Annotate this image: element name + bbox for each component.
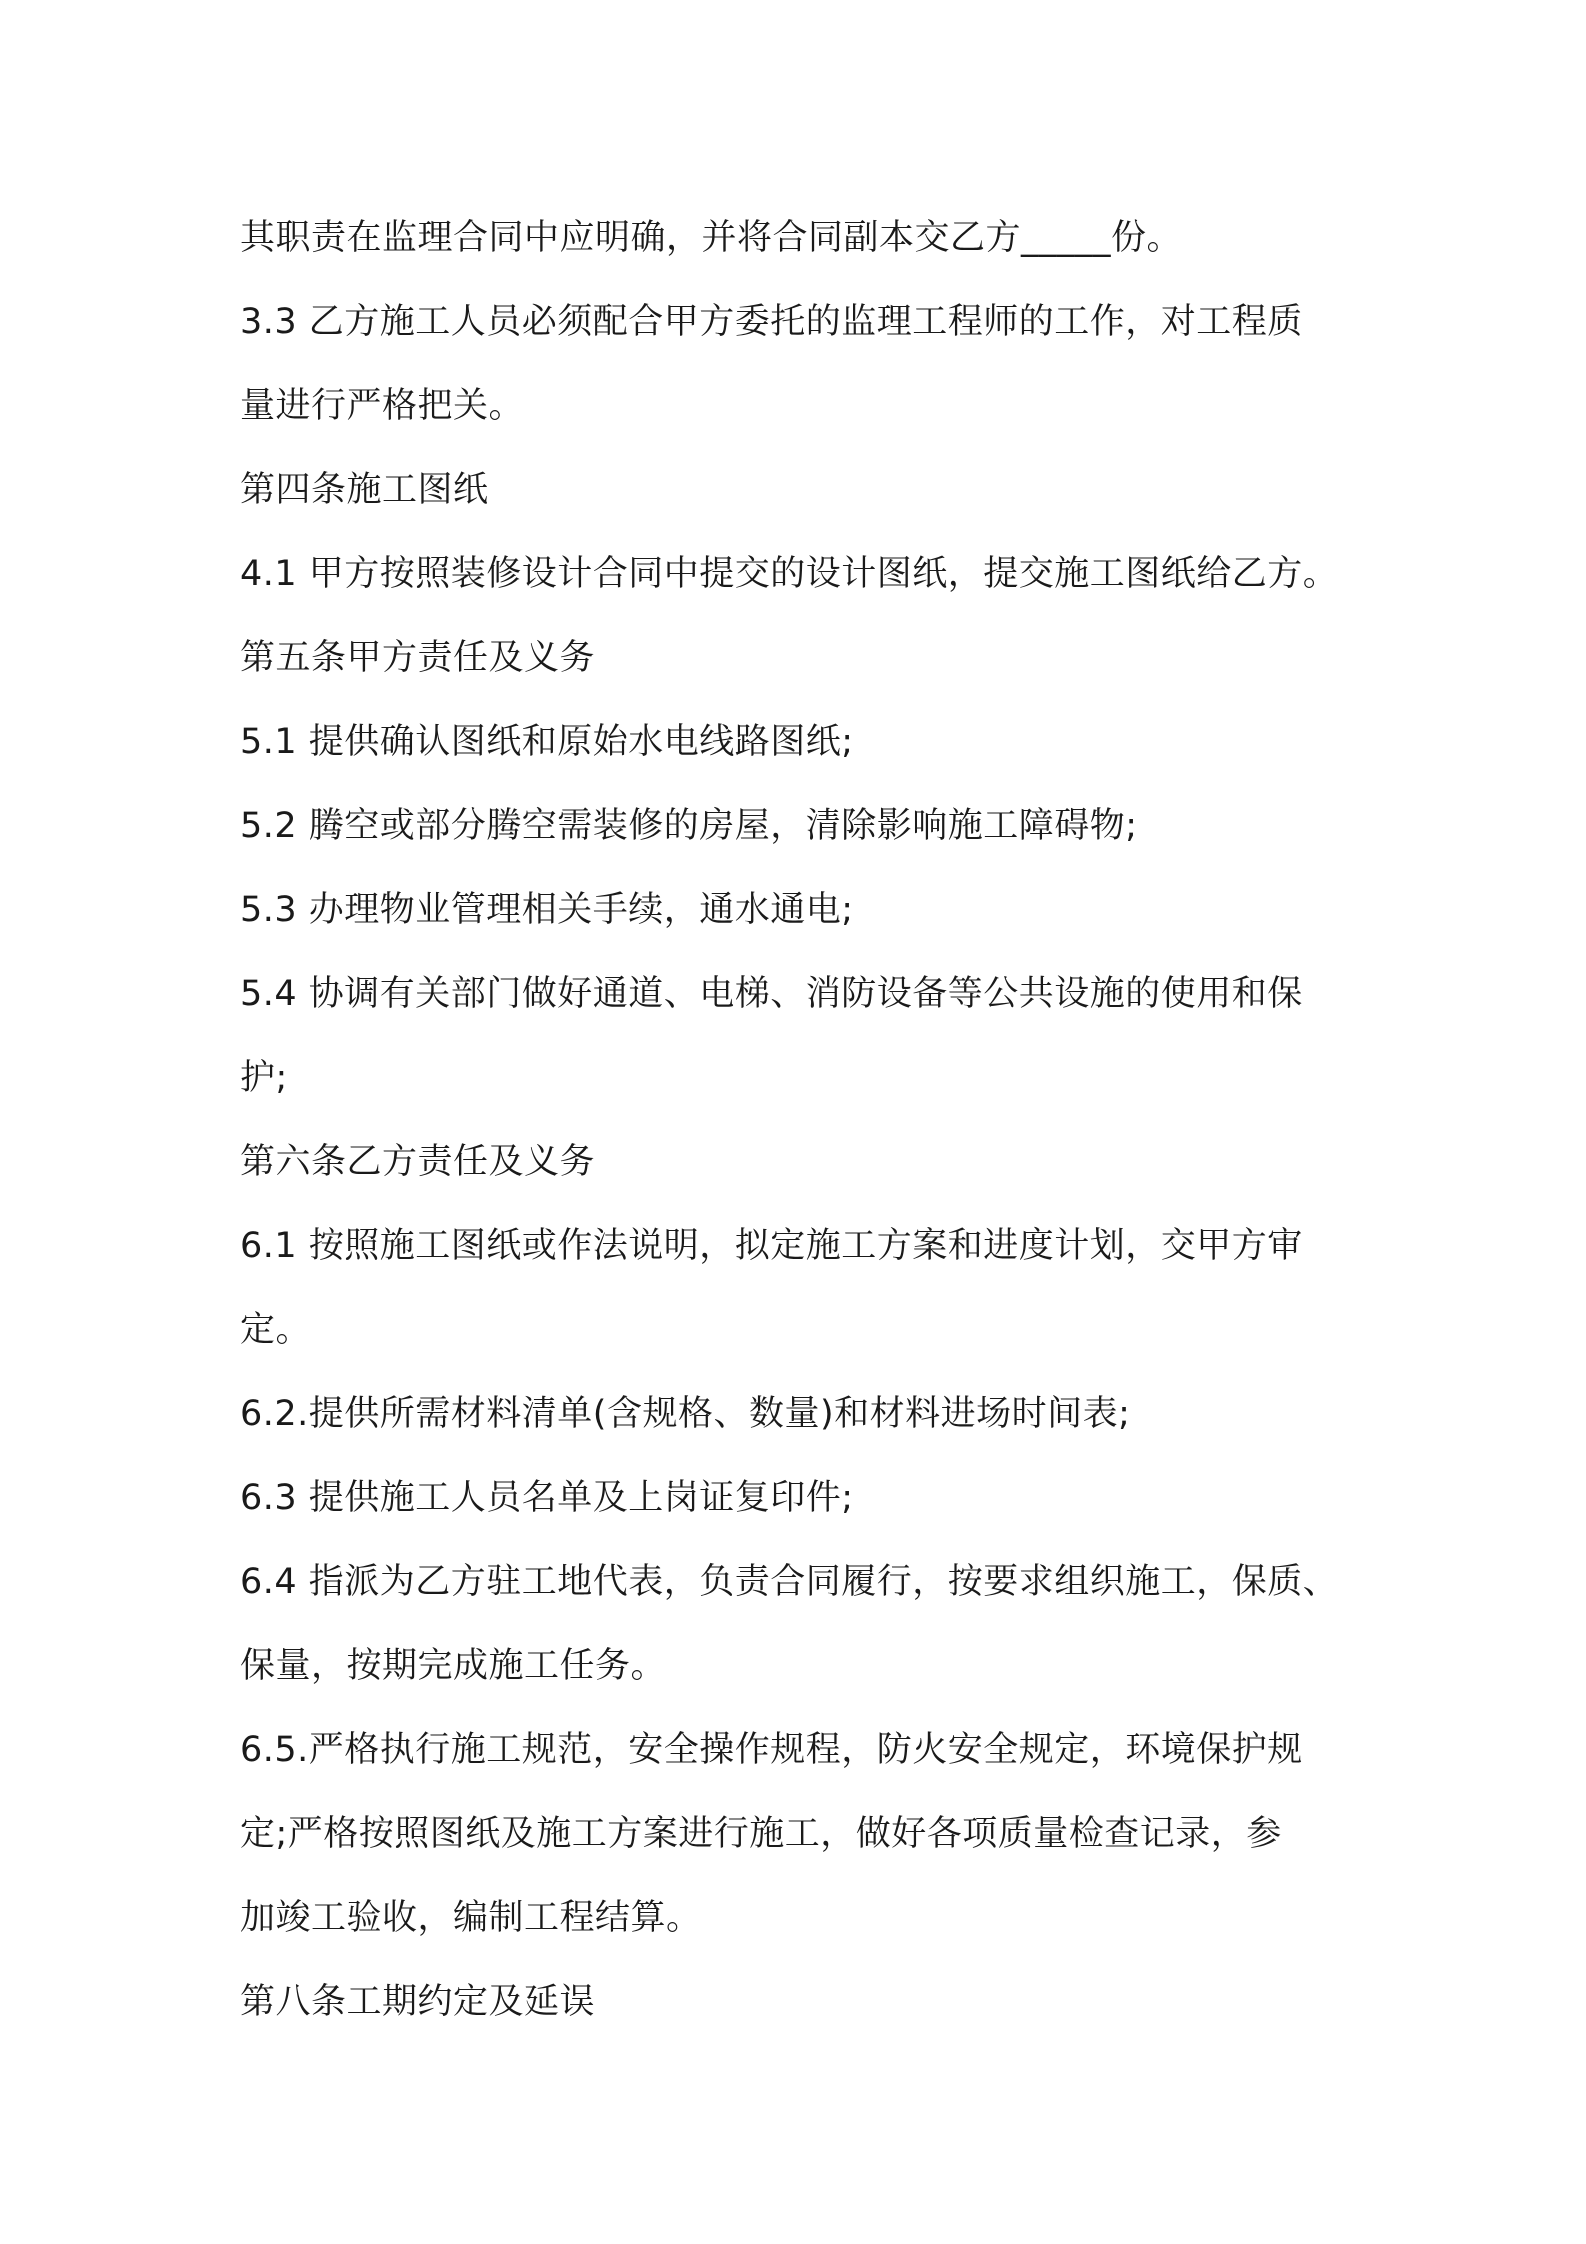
clause-6-3: 6.3 提供施工人员名单及上岗证复印件; (240, 1478, 854, 1518)
clause-5-1: 5.1 提供确认图纸和原始水电线路图纸; (240, 722, 854, 762)
document-body (240, 196, 1350, 2044)
article-8-heading: 第八条工期约定及延误 (240, 1982, 596, 2022)
clause-6-1-line-1: 6.1 按照施工图纸或作法说明，拟定施工方案和进度计划，交甲方审 (240, 1226, 1303, 1266)
article-6-heading: 第六条乙方责任及义务 (240, 1142, 596, 1182)
clause-5-2: 5.2 腾空或部分腾空需装修的房屋，清除影响施工障碍物; (240, 806, 1138, 846)
clause-6-5-line-1: 6.5.严格执行施工规范，安全操作规程，防火安全规定，环境保护规 (240, 1730, 1303, 1770)
clause-6-5-line-3: 加竣工验收，编制工程结算。 (240, 1898, 702, 1938)
clause-6-4-line-2: 保量，按期完成施工任务。 (240, 1646, 667, 1686)
clause-5-4-line-1: 5.4 协调有关部门做好通道、电梯、消防设备等公共设施的使用和保 (240, 974, 1303, 1014)
article-4-heading: 第四条施工图纸 (240, 470, 489, 510)
clause-6-5-line-2: 定;严格按照图纸及施工方案进行施工，做好各项质量检查记录，参 (240, 1814, 1282, 1854)
clause-6-4-line-1: 6.4 指派为乙方驻工地代表，负责合同履行，按要求组织施工，保质、 (240, 1562, 1339, 1602)
clause-5-4-line-2: 护; (240, 1058, 288, 1098)
clause-6-1-line-2: 定。 (240, 1310, 312, 1350)
clause-6-2: 6.2.提供所需材料清单(含规格、数量)和材料进场时间表; (240, 1394, 1131, 1434)
article-5-heading: 第五条甲方责任及义务 (240, 638, 596, 678)
clause-5-3: 5.3 办理物业管理相关手续，通水通电; (240, 890, 854, 930)
clause-4-1: 4.1 甲方按照装修设计合同中提交的设计图纸，提交施工图纸给乙方。 (240, 554, 1339, 594)
clause-3-3-line-2: 量进行严格把关。 (240, 386, 525, 426)
paragraph-line-supervision-contract: 其职责在监理合同中应明确，并将合同副本交乙方_____份。 (240, 218, 1183, 258)
clause-3-3-line-1: 3.3 乙方施工人员必须配合甲方委托的监理工程师的工作，对工程质 (240, 302, 1303, 342)
